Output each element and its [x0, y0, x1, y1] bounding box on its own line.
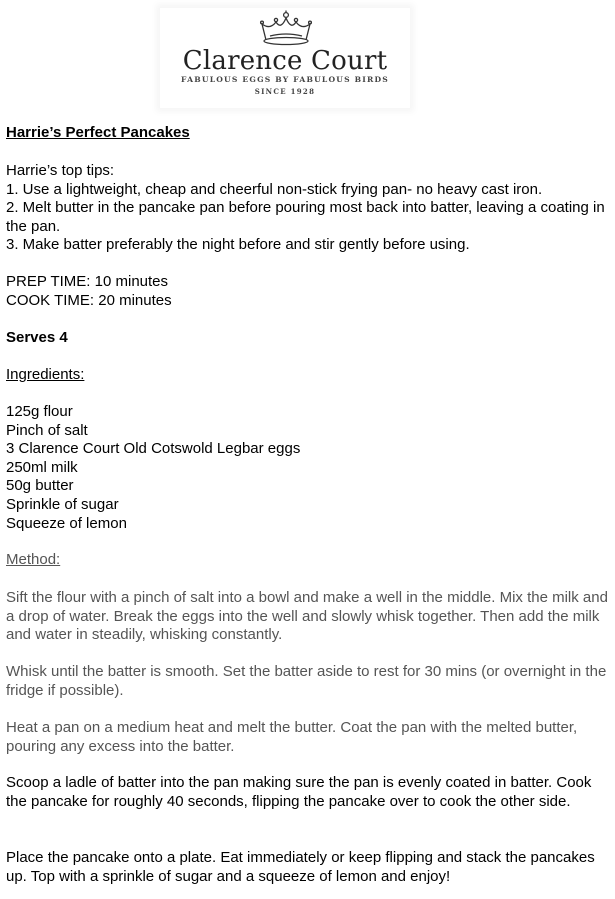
- method-step: Place the pancake onto a plate. Eat immediately or keep flipping and stack the pancakes up. Top with a sprinkle of sugar and a squeeze of lemon and enjoy!: [6, 849, 595, 885]
- ingredient-item: Sprinkle of sugar: [6, 496, 119, 513]
- method-step: Scoop a ladle of batter into the pan making sure the pan is evenly coated in batter. Cook the pancake for roughly 40 seconds, flipping the pancake over to cook the other side.: [6, 774, 592, 810]
- tip-item: 2. Melt butter in the pancake pan before pouring most back into batter, leaving a coating in the pan.: [6, 199, 605, 235]
- clarence-court-logo: [160, 8, 410, 108]
- serves: Serves 4: [6, 329, 68, 346]
- method-step: Whisk until the batter is smooth. Set the batter aside to rest for 30 mins (or overnight in the fridge if possible).: [6, 663, 607, 699]
- crown-icon: [256, 10, 316, 48]
- ingredient-item: 50g butter: [6, 477, 74, 495]
- cook-time: COOK TIME: 20 minutes: [6, 291, 172, 309]
- tip-item: 3. Make batter preferably the night before and stir gently before using.: [6, 236, 470, 254]
- prep-time: PREP TIME: 10 minutes: [6, 273, 169, 290]
- ingredient-item: Squeeze of lemon: [6, 514, 127, 532]
- ingredient-item: 125g flour: [6, 403, 73, 420]
- method-step: Heat a pan on a medium heat and melt the butter. Coat the pan with the melted butter, pouring any excess into the batter.: [6, 719, 578, 755]
- method-heading: Method:: [6, 551, 61, 568]
- logo-brand: Clarence Court: [182, 46, 388, 76]
- method-step: Sift the flour with a pinch of salt into a bowl and make a well in the middle. Mix the milk and a drop of water. Break the eggs into the well and slowly whisk together. Then add the milk and water in steadily, whisking constantly.: [6, 589, 608, 644]
- recipe-title: Harrie’s Perfect Pancakes: [6, 124, 190, 141]
- tips-heading: Harrie’s top tips:: [6, 162, 115, 179]
- logo-since: SINCE 1928: [254, 87, 316, 96]
- ingredient-item: Pinch of salt: [6, 421, 88, 439]
- tip-item: 1. Use a lightweight, cheap and cheerful non-stick frying pan- no heavy cast iron.: [6, 180, 543, 198]
- ingredient-item: 3 Clarence Court Old Cotswold Legbar eggs: [6, 440, 301, 458]
- ingredients-heading: Ingredients:: [6, 366, 85, 383]
- ingredient-item: 250ml milk: [6, 458, 78, 476]
- logo-tagline: FABULOUS EGGS BY FABULOUS BIRDS: [181, 75, 389, 84]
